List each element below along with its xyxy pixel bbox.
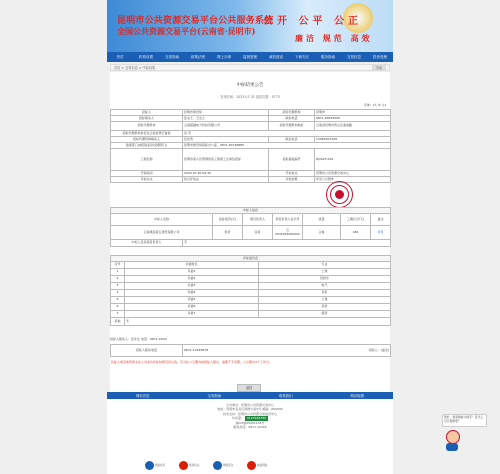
info-value: 是 否 (183, 131, 391, 137)
info-label: 联系电话 (269, 116, 315, 122)
nav-item-7[interactable]: 下载专区 (295, 54, 309, 59)
committee-table (110, 255, 391, 326)
info-label: 招标代理机构是否在云南省登记备案 (111, 131, 183, 137)
committee-cell: 造价 (259, 290, 391, 297)
logo-label: 党政机关 (189, 464, 200, 467)
committee-cell: 给排水 (259, 276, 391, 283)
agent-label: 招标人联系电话 (111, 345, 183, 357)
publish-info: 发布时间：2023-07-31 浏览次数：5773 (220, 95, 280, 99)
bid-header: 备注 (371, 214, 391, 226)
logo-label: 网站标识 (155, 464, 166, 467)
footer-line-2: 地址：昆明市呈贡区锦绣大街2号 邮编：650500 (217, 407, 283, 412)
committee-cell: 土建 (259, 269, 391, 276)
chat-bubble[interactable]: 您好，我是智能小助手！有什么可以帮助您？ (442, 414, 487, 427)
nav-item-1[interactable]: 机构设置 (139, 54, 153, 59)
info-label: 监督部门(或招标投诉受理部门) (111, 143, 183, 149)
info-value: 张女士、王女士 (183, 116, 269, 122)
info-value: 云南省昆明市西山区滇池路 (315, 122, 391, 131)
info-value: 昆明市公共资源交易中心 (315, 171, 391, 177)
info-label: 评标办法 (111, 177, 183, 183)
badge-icon (247, 461, 256, 470)
committee-cell: 5 (111, 297, 125, 304)
footer-contact: 服务热线：0871-12345 (233, 425, 267, 430)
bid-header: 中标人名称 (111, 214, 213, 226)
nav-item-4[interactable]: 网上办事 (217, 54, 231, 59)
info-table (110, 109, 391, 183)
committee-cell: 评委1 (125, 269, 259, 276)
info-label: 联系电话 (269, 137, 315, 143)
back-button[interactable]: 返回 (237, 384, 261, 392)
info-value: 张彭雪 (183, 137, 269, 143)
notice-text: 投标人或其他利害关系人对本次评标结果有异议的，应当在公示期内向招标人提出，逾期不予受理。公示期为3个工作日。 (111, 360, 272, 364)
info-value: 2023-07-20 09:30 (183, 171, 269, 177)
remark-label: 中标人及其项目负责人 (111, 240, 183, 247)
footer-line-3: 技术支持：昆明市公共资源交易信息中心 (222, 411, 277, 416)
chat-assistant[interactable] (442, 414, 487, 454)
nav-item-2[interactable]: 交易指南 (165, 54, 179, 59)
font-size-toggle[interactable]: 字体：[大 中 小] (363, 103, 386, 107)
committee-cell: 评委4 (125, 290, 259, 297)
bid-header: 质量 (303, 214, 341, 226)
info-value: 13987607108 (315, 137, 391, 143)
info-label: 开标地点 (269, 171, 315, 177)
info-label: 招标代理机构 (269, 110, 315, 116)
committee-cell: 电气 (259, 283, 391, 290)
committee-cell: 评委5 (125, 297, 259, 304)
footer-logo[interactable] (213, 459, 241, 471)
sign-label: 招标人：(盖章) (368, 347, 389, 352)
announcement-content (110, 72, 390, 392)
info-value: 昆明市建设局招标办公室，0871-63730885 (183, 143, 391, 149)
info-value: 昆明市 (315, 110, 391, 116)
info-label: 招标代理机构 (111, 122, 183, 131)
bidder-table (110, 207, 391, 247)
info-label: 评标结果 (269, 177, 315, 183)
other-label: 其他 (111, 318, 125, 326)
site-banner (107, 0, 393, 52)
agent-table (110, 344, 391, 357)
footer-link-2[interactable]: 联系我们 (278, 394, 293, 398)
footer-links (107, 392, 393, 399)
footer-logo[interactable] (179, 459, 207, 471)
committee-cell: 土建 (259, 297, 391, 304)
nav-item-0[interactable]: 首页 (116, 54, 124, 59)
committee-cell: 评委2 (125, 276, 259, 283)
nav-item-3[interactable]: 政策法规 (191, 54, 205, 59)
bid-cell: 云南建投第五建设有限公司 (111, 226, 213, 240)
remark-value: 无 (183, 240, 391, 247)
site-footer (107, 392, 393, 474)
bid-cell: 云2532023000001 (273, 226, 303, 240)
robot-icon[interactable] (446, 430, 460, 450)
committee-header: 评委姓名 (125, 262, 259, 269)
badge-icon (213, 461, 222, 470)
info-value: 详见公示附件 (315, 177, 391, 183)
nav-item-8[interactable]: 服务指南 (321, 54, 335, 59)
site-subtitle: 全国公共资源交易平台(云南省·昆明市) (117, 26, 256, 36)
info-value: 云南超越电力科技有限公司 (183, 122, 269, 131)
committee-cell: 经济 (259, 311, 391, 318)
visitor-count: 0123456789 (246, 416, 267, 421)
close-button[interactable]: 关闭 (372, 65, 386, 70)
footer-logos (145, 459, 275, 471)
footer-line-4[interactable]: 滇ICP备05001145号 (235, 420, 265, 425)
breadcrumb-text: 首页 > 交易信息 > 中标结果 (114, 66, 156, 70)
info-value: ZJ2023-001 (315, 149, 391, 171)
slogan-top: 公开 公平 公正 (263, 16, 362, 27)
main-nav (107, 52, 393, 62)
table-row (111, 304, 391, 311)
nav-item-9[interactable]: 交易信息 (347, 54, 361, 59)
info-value: 0871-63633000 (315, 116, 391, 122)
committee-cell: 6 (111, 304, 125, 311)
committee-header: 专业 (259, 262, 391, 269)
bid-cell: 详见 (371, 226, 391, 240)
agent-value: 0871-12345678 招标人：(盖章) (183, 345, 391, 357)
bid-header: 项目负责人 (243, 214, 273, 226)
committee-header: 序号 (111, 262, 125, 269)
info-label: 招标备案编号 (269, 149, 315, 171)
committee-cell: 3 (111, 283, 125, 290)
table-row (111, 297, 391, 304)
bid-cell: 合格 (303, 226, 341, 240)
bid-header: 工期(日历天) (341, 214, 371, 226)
bid-cell: 180 (341, 226, 371, 240)
page-title: 中标结果公告 (236, 83, 264, 88)
table-row (111, 269, 391, 276)
section-committee: 评标委员会 (111, 256, 391, 262)
committee-cell: 评委7 (125, 311, 259, 318)
badge-icon (179, 461, 188, 470)
committee-cell: 2 (111, 276, 125, 283)
committee-cell: 4 (111, 290, 125, 297)
info-label: 招标人 (111, 110, 183, 116)
footer-logo[interactable] (247, 459, 275, 471)
nav-item-6[interactable]: 诚信建设 (269, 54, 283, 59)
info-label: 招标代理机构联系人 (111, 137, 183, 143)
logo-label: 诚信网站 (257, 464, 268, 467)
visitor-label: 访问量： (231, 416, 244, 421)
bid-cell: 张某 (243, 226, 273, 240)
info-label: 招标联系人 (111, 116, 183, 122)
info-value: 昆明市建设局 (183, 110, 269, 116)
slogan-bottom: 廉洁 规范 高效 (295, 33, 373, 43)
badge-icon (145, 461, 154, 470)
info-label: 工程名称 (111, 149, 183, 171)
table-row (111, 311, 391, 318)
site-title: 昆明市公共资源交易平台公共服务系统 (117, 16, 274, 26)
committee-cell: 评委3 (125, 283, 259, 290)
nav-item-5[interactable]: 监督管理 (243, 54, 257, 59)
committee-cell: 7 (111, 311, 125, 318)
footer-link-1[interactable]: 交易指南 (207, 394, 222, 398)
info-label: 招标代理机构地址 (269, 122, 315, 131)
table-row (111, 276, 391, 283)
info-label: 开标时间 (111, 171, 183, 177)
bid-header: 投标报价(元) (213, 214, 243, 226)
table-row (111, 290, 391, 297)
logo-label: 网络安全 (223, 464, 234, 467)
breadcrumb (110, 64, 390, 71)
info-value: 综合评估法 (183, 177, 269, 183)
committee-cell: 造价 (259, 304, 391, 311)
nav-item-10[interactable]: 投诉受理 (373, 54, 387, 59)
info-value: 昆明市某小区管网改造工程施工总承包招标 (183, 149, 269, 171)
footer-link-0[interactable]: 网站首页 (135, 394, 150, 398)
bid-cell: 报价 (213, 226, 243, 240)
section-bidders: 中标人信息 (111, 208, 391, 214)
footer-line-1: 主办单位：昆明市公共资源交易中心 (225, 403, 274, 407)
other-value: 无 (125, 318, 391, 326)
footer-link-3[interactable]: 网站地图 (350, 394, 365, 398)
footer-logo[interactable] (145, 459, 173, 471)
committee-cell: 评委6 (125, 304, 259, 311)
official-stamp (326, 181, 353, 208)
committee-cell: 1 (111, 269, 125, 276)
table-row (111, 283, 391, 290)
contact-line: 招标人联系人：张先生 电话：0871-XXXX (110, 337, 167, 341)
bid-header: 项目负责人证书号 (273, 214, 303, 226)
